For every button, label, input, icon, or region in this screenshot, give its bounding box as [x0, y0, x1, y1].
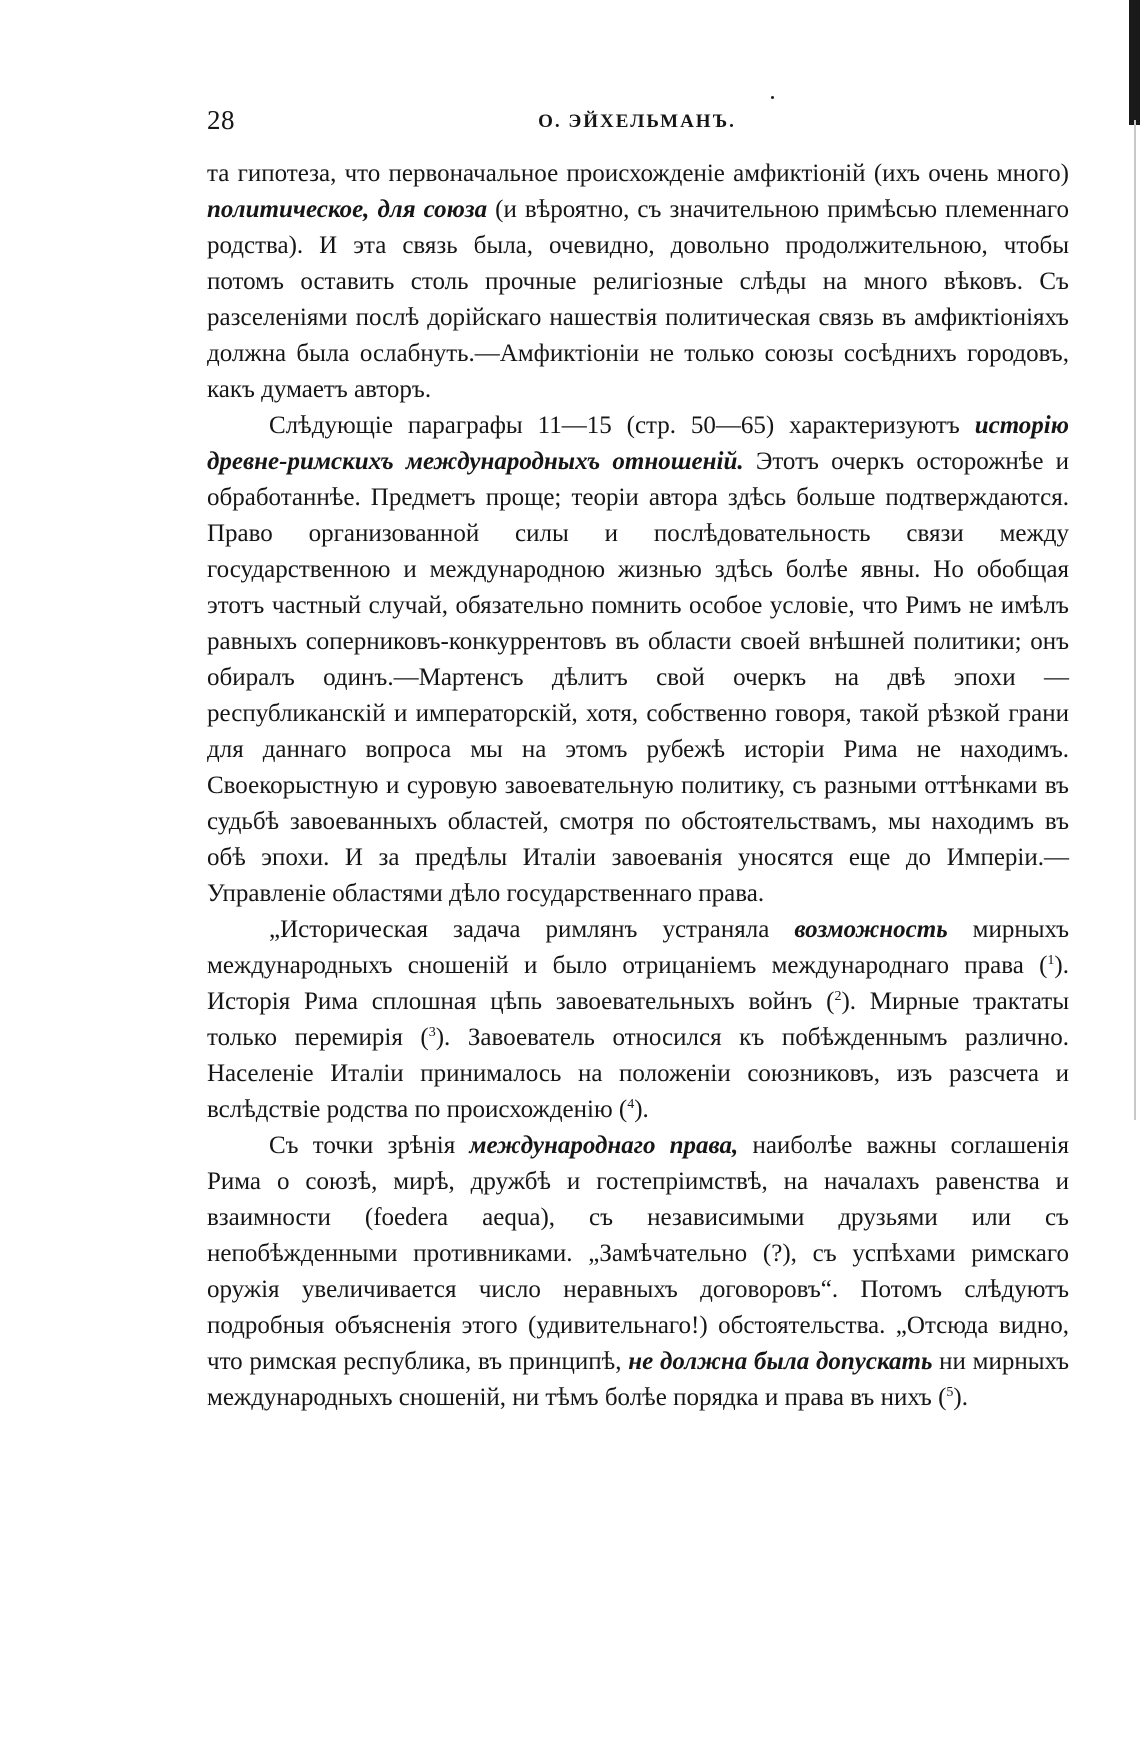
footnote-ref: 1: [1047, 953, 1055, 968]
text-run: Слѣдующіе параграфы 11—15 (стр. 50—65) характеризуютъ: [269, 412, 975, 439]
print-speck: [771, 96, 774, 99]
footnote-ref: 2: [834, 989, 842, 1004]
emphasis-text: исторію древне-римскихъ международныхъ отношеній.: [207, 412, 1069, 475]
emphasis-text: не должна была допускать: [628, 1348, 933, 1375]
text-run: наиболѣе важны соглашенія Рима о союзѣ, мирѣ, дружбѣ и гостепріимствѣ, на началахъ равенства и взаимности (foedera aequa), съ независимыми друзьями или съ непобѣжденными противниками. „Замѣчательно (?), съ успѣхами римскаго оружія увеличивается число неравныхъ договоровъ“. Потомъ слѣдуютъ подробныя объясненія этого (удивительнаго!) обстоятельства. „Отсюда видно, что римская республика, въ принципѣ,: [207, 1132, 1069, 1375]
page-edge-line: [1134, 120, 1136, 1120]
text-run: Этотъ очеркъ осторожнѣе и обработаннѣе. Предметъ проще; теоріи автора здѣсь больше подтверждаются. Право организованной силы и послѣдовательность связи между государственною и международною жизнью здѣсь болѣе явны. Но обобщая этотъ частный случай, обязательно помнить особое условіе, что Римъ не имѣлъ равныхъ соперниковъ-конкуррентовъ въ области своей внѣшней политики; онъ обиралъ одинъ.—Мартенсъ дѣлитъ свой очеркъ на двѣ эпохи — республиканскій и императорскій, хотя, собственно говоря, такой рѣзкой грани для даннаго вопроса мы на этомъ рубежѣ исторіи Рима не находимъ. Своекорыстную и суровую завоевательную политику, съ разными оттѣнками въ судьбѣ завоеванныхъ областей, смотря по обстоятельствамъ, мы находимъ въ обѣ эпохи. И за предѣлы Италіи завоеванія уносятся еще до Имперіи.—Управленіе областями дѣло государственнаго права.: [207, 448, 1069, 907]
emphasis-text: возможность: [794, 916, 948, 943]
paragraph: [207, 156, 1069, 408]
text-run: ). Мирные трактаты только перемирія (: [207, 988, 1069, 1051]
paragraph: [207, 408, 1069, 912]
page-edge-shadow: [1129, 0, 1140, 125]
text-run: мирныхъ международныхъ сношеній и было отрицаніемъ международнаго права (: [207, 916, 1070, 979]
page-number: 28: [207, 105, 235, 135]
page-header: [207, 105, 1067, 145]
text-run: (и вѣроятно, съ значительною примѣсью племеннаго родства). И эта связь была, очевидно, довольно продолжительною, чтобы потомъ оставить столь прочные религіозные слѣды на много вѣковъ. Съ разселеніями послѣ дорійскаго нашествія политическая связь въ амфиктіоніяхъ должна была ослабнуть.—Амфиктіоніи не только союзы сосѣднихъ городовъ, какъ думаетъ авторъ.: [207, 196, 1069, 403]
text-run: „Историческая задача римлянъ устраняла: [269, 916, 795, 943]
text-run: ).: [634, 1096, 649, 1123]
footnote-ref: 4: [627, 1097, 635, 1112]
emphasis-text: для союза: [377, 196, 488, 223]
text-run: та гипотеза, что первоначальное происхожденіе амфиктіоній (ихъ очень много): [207, 160, 1069, 187]
emphasis-text: политическое,: [207, 196, 370, 223]
text-run: ). Завоеватель относился къ побѣжденнымъ различно. Населеніе Италіи принималось на положеніи союзниковъ, изъ разсчета и вслѣдствіе родства по происхожденію (: [207, 1024, 1069, 1123]
text-run: ).: [953, 1384, 968, 1411]
footnote-ref: 5: [946, 1385, 954, 1400]
body-text: [207, 156, 1069, 1416]
emphasis-text: международнаго права,: [469, 1132, 739, 1159]
paragraph: [207, 912, 1069, 1128]
text-run: ). Исторія Рима сплошная цѣпь завоевательныхъ войнъ (: [207, 952, 1069, 1015]
text-run: Съ точки зрѣнія: [269, 1132, 470, 1159]
footnote-ref: 3: [428, 1025, 436, 1040]
text-run: ни мирныхъ международныхъ сношеній, ни тѣмъ болѣе порядка и права въ нихъ (: [207, 1348, 1070, 1411]
running-head: О. ЭЙХЕЛЬМАНЪ.: [538, 111, 736, 132]
paragraph: [207, 1128, 1069, 1416]
